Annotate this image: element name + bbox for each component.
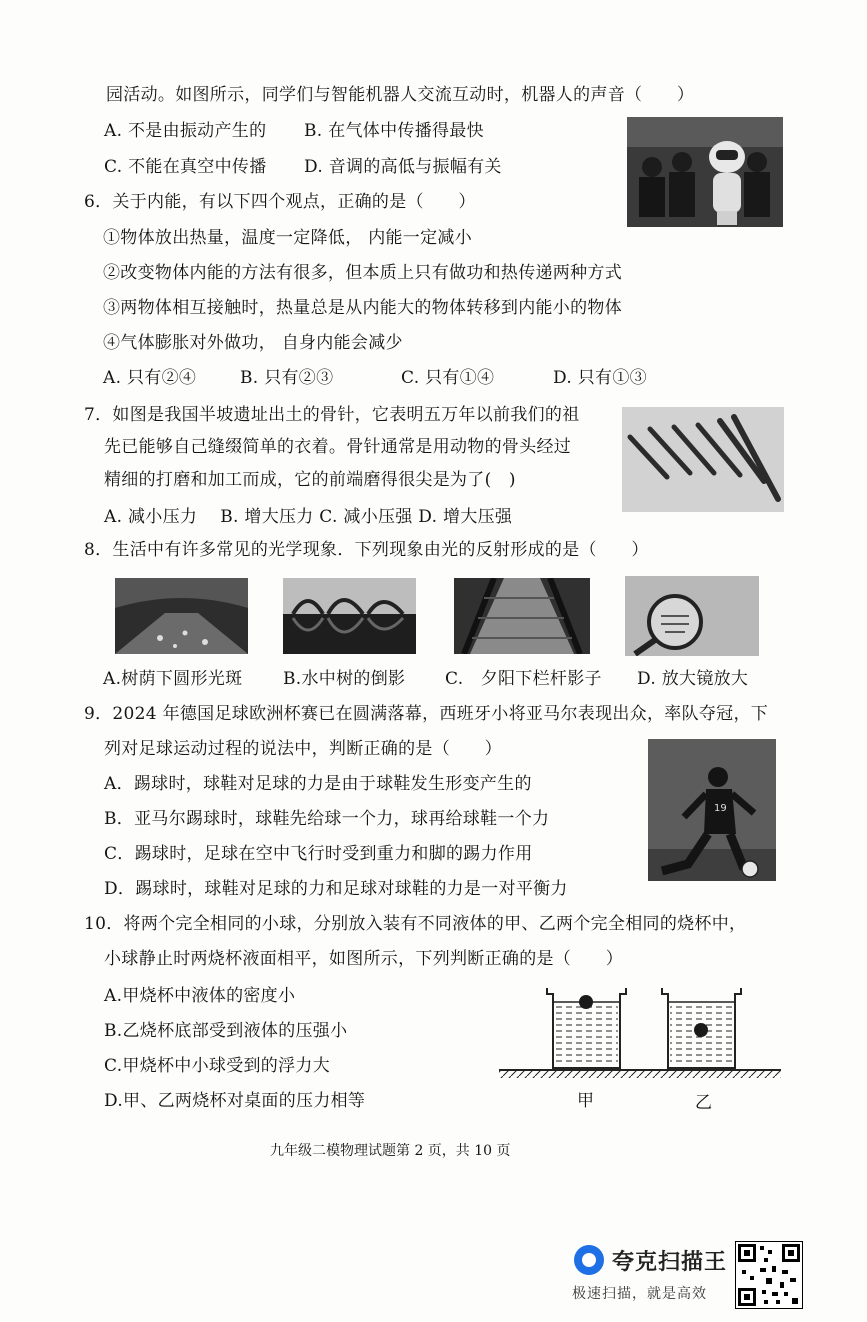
magnifying-glass-photo — [625, 576, 759, 656]
q9-option-d: D．踢球时，球鞋对足球的力和足球对球鞋的力是一对平衡力 — [104, 879, 568, 899]
qr-code-icon — [735, 1241, 803, 1309]
ball-yi — [694, 1023, 708, 1037]
q9-option-b: B．亚马尔踢球时，球鞋先给球一个力，球再给球鞋一个力 — [104, 809, 550, 829]
q7-line-3: 精细的打磨和加工而成，它的前端磨得很尖是为了( ) — [104, 470, 516, 490]
q9-option-c: C．踢球时，足球在空中飞行时受到重力和脚的踢力作用 — [104, 844, 533, 864]
watermark-brand: 夸克扫描王 — [612, 1250, 728, 1275]
label-yi: 乙 — [695, 1093, 712, 1113]
jersey-number: 19 — [714, 803, 727, 814]
bone-needles-photo — [622, 407, 784, 512]
q6-option-a: A. 只有②④ — [103, 368, 197, 388]
railing-shadow-photo — [454, 578, 590, 654]
q6-statement-3: ③两物体相互接触时，热量总是从内能大的物体转移到内能小的物体 — [103, 298, 622, 318]
football-player-photo — [648, 739, 776, 881]
q9-option-a: A．踢球时，球鞋对足球的力是由于球鞋发生形变产生的 — [104, 774, 532, 794]
tree-reflection-photo — [283, 578, 416, 654]
q5-option-d: D. 音调的高低与振幅有关 — [304, 157, 502, 177]
q7-line-1: 7．如图是我国半坡遗址出土的骨针，它表明五万年以前我们的祖 — [84, 405, 580, 425]
q8-option-c: C. 夕阳下栏杆影子 — [445, 669, 602, 689]
label-jia: 甲 — [577, 1091, 594, 1111]
watermark-slogan: 极速扫描，就是高效 — [572, 1286, 707, 1302]
q6-stem: 6．关于内能，有以下四个观点，正确的是（ ） — [84, 192, 476, 212]
q8-option-b: B.水中树的倒影 — [283, 669, 406, 689]
beaker-jia — [547, 988, 626, 1068]
tree-shade-light-spots-photo — [115, 578, 248, 654]
q9-line-2: 列对足球运动过程的说法中，判断正确的是（ ） — [104, 739, 502, 759]
q5-option-c: C. 不能在真空中传播 — [104, 157, 267, 177]
q6-statement-1: ①物体放出热量，温度一定降低， 内能一定减小 — [103, 228, 473, 248]
beaker-yi — [662, 988, 741, 1068]
q10-line-1: 10．将两个完全相同的小球，分别放入装有不同液体的甲、乙两个完全相同的烧杯中， — [84, 914, 747, 934]
q10-option-d: D.甲、乙两烧杯对桌面的压力相等 — [104, 1091, 366, 1111]
robot-classroom-photo — [627, 117, 783, 227]
q8-option-d: D. 放大镜放大 — [637, 669, 749, 689]
q6-statement-4: ④气体膨胀对外做功， 自身内能会减少 — [103, 333, 403, 353]
q5-stem-continued: 园活动。如图所示，同学们与智能机器人交流互动时，机器人的声音（ ） — [106, 85, 695, 105]
q8-stem: 8．生活中有许多常见的光学现象．下列现象由光的反射形成的是（ ） — [84, 540, 649, 560]
q6-option-c: C. 只有①④ — [401, 368, 495, 388]
q10-option-c: C.甲烧杯中小球受到的浮力大 — [104, 1056, 331, 1076]
q7-options: A. 减小压力 B. 增大压力 C. 减小压强 D. 增大压强 — [104, 507, 513, 527]
q9-line-1: 9．2024 年德国足球欧洲杯赛已在圆满落幕，西班牙小将亚马尔表现出众，率队夺冠，下 — [84, 704, 769, 724]
q6-option-d: D. 只有①③ — [553, 368, 647, 388]
q7-line-2: 先已能够自己缝缀简单的衣着。骨针通常是用动物的骨头经过 — [104, 437, 572, 457]
q8-option-a: A.树荫下圆形光斑 — [103, 669, 243, 689]
q10-option-b: B.乙烧杯底部受到液体的压强小 — [104, 1021, 348, 1041]
page-footer: 九年级二模物理试题第 2 页，共 10 页 — [270, 1143, 511, 1159]
quark-logo-icon — [574, 1245, 604, 1275]
beakers-diagram — [495, 980, 785, 1120]
q6-option-b: B. 只有②③ — [240, 368, 334, 388]
q6-statement-2: ②改变物体内能的方法有很多，但本质上只有做功和热传递两种方式 — [103, 263, 622, 283]
q10-option-a: A.甲烧杯中液体的密度小 — [104, 986, 296, 1006]
q10-line-2: 小球静止时两烧杯液面相平，如图所示，下列判断正确的是（ ） — [104, 949, 623, 969]
ball-jia — [579, 995, 593, 1009]
q5-option-a: A. 不是由振动产生的 — [104, 121, 267, 141]
q5-option-b: B. 在气体中传播得最快 — [304, 121, 484, 141]
